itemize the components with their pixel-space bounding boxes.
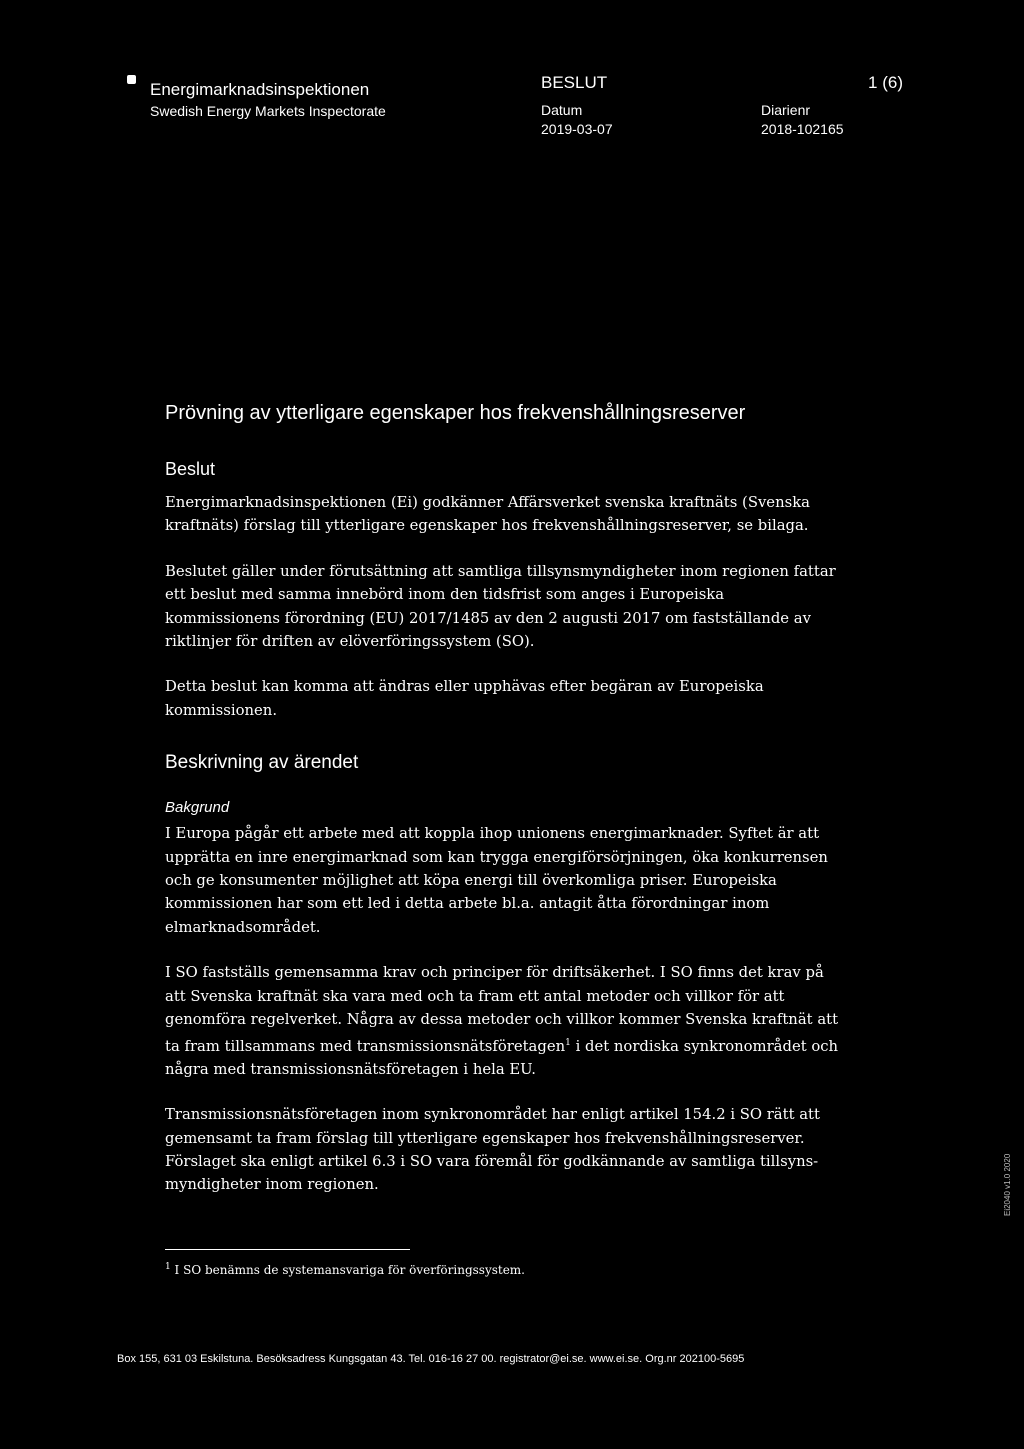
page-footer: Box 155, 631 03 Eskilstuna. Besöksadress Kungsgatan 43. Tel. 016-16 27 00. registrator@ei.se. www.ei.se. Org.nr 202100-5695 [117, 1353, 745, 1365]
bakgrund-paragraph-3 [165, 1103, 865, 1197]
text-segment: i det nordiska synkronområdet och [570, 1037, 839, 1055]
text-line: Beslutet gäller under förutsättning att samtliga tillsynsmyndigheter inom regionen fattar [165, 562, 836, 580]
text-line: upprätta en inre energimarknad som kan trygga energiförsörjningen, öka konkurrensen [165, 848, 828, 866]
text-segment: ta fram tillsammans med transmissionsnätsföretagen [165, 1037, 566, 1055]
footnote-reference[interactable]: 1 [565, 1037, 571, 1048]
date-value: 2019-03-07 [541, 121, 613, 137]
text-line: I SO fastställs gemensamma krav och principer för driftsäkerhet. I SO finns det krav på [165, 964, 824, 982]
footnote-text: I SO benämns de systemansvariga för överföringssystem. [170, 1263, 525, 1277]
text-line: kommissionen. [165, 701, 278, 719]
text-line: kommissionens förordning (EU) 2017/1485 av den 2 augusti 2017 om fastställande av [165, 609, 811, 627]
text-line: gemensamt ta fram förslag till ytterligare egenskaper hos frekvenshållningsreserver. [165, 1129, 805, 1147]
text-line: elmarknadsområdet. [165, 918, 321, 936]
case-number-label: Diarienr [761, 102, 811, 118]
text-line: Detta beslut kan komma att ändras eller upphävas efter begäran av Europeiska [165, 678, 764, 696]
beslut-heading: Beslut [165, 459, 216, 479]
text-line: kommissionen har som ett led i detta arbete bl.a. antagit åtta förordningar inom [165, 895, 770, 913]
document-title: Prövning av ytterligare egenskaper hos frekvenshållningsreserver [165, 402, 746, 424]
beslut-paragraph-3 [165, 675, 865, 722]
text-line: I Europa pågår ett arbete med att koppla ihop unionens energimarknader. Syftet är att [165, 825, 820, 843]
beslut-paragraph-1 [165, 491, 865, 538]
footnote-number: 1 [165, 1262, 171, 1272]
org-name: Energimarknadsinspektionen [150, 80, 370, 99]
text-line: genomföra regelverket. Några av dessa metoder och villkor kommer Svenska kraftnät att [165, 1011, 839, 1029]
document-body [165, 402, 865, 1219]
footnote-divider [165, 1249, 410, 1250]
beskrivning-heading: Beskrivning av ärendet [165, 752, 359, 774]
text-line: Transmissionsnätsföretagen inom synkronområdet har enligt artikel 154.2 i SO rätt att [165, 1106, 820, 1124]
document-type: BESLUT [541, 73, 608, 92]
bakgrund-heading: Bakgrund [165, 799, 230, 817]
text-line: ett beslut med samma innebörd inom den tidsfrist som anges i Europeiska [165, 586, 725, 604]
text-line: och ge konsumenter möjlighet att köpa energi till överkomliga priser. Europeiska [165, 872, 777, 890]
page-number: 1 (6) [868, 73, 903, 92]
logo-mark [127, 75, 136, 84]
text-line: myndigheter inom regionen. [165, 1176, 379, 1194]
bakgrund-paragraph-2 [165, 961, 865, 1081]
date-label: Datum [541, 102, 583, 118]
text-line-with-footnote [165, 1032, 865, 1058]
text-line: Förslaget ska enligt artikel 6.3 i SO vara föremål för godkännande av samtliga tillsyns- [165, 1153, 819, 1171]
text-line: att Svenska kraftnät ska vara med och ta fram ett antal metoder och villkor för att [165, 987, 785, 1005]
bakgrund-paragraph-1 [165, 822, 865, 939]
text-line: några med transmissionsnätsföretagen i hela EU. [165, 1060, 536, 1078]
case-number-value: 2018-102165 [761, 121, 844, 137]
text-line: riktlinjer för driften av elöverföringssystem (SO). [165, 633, 535, 651]
org-subtitle: Swedish Energy Markets Inspectorate [150, 103, 386, 119]
text-line: kraftnäts) förslag till ytterligare egenskaper hos frekvenshållningsreserver, se bilaga. [165, 517, 809, 535]
beslut-paragraph-2 [165, 560, 865, 654]
footnote [165, 1262, 525, 1277]
form-code: Ei2040 v1.0 2020 [1003, 1153, 1012, 1216]
text-line: Energimarknadsinspektionen (Ei) godkänner Affärsverket svenska kraftnäts (Svenska [165, 494, 810, 511]
